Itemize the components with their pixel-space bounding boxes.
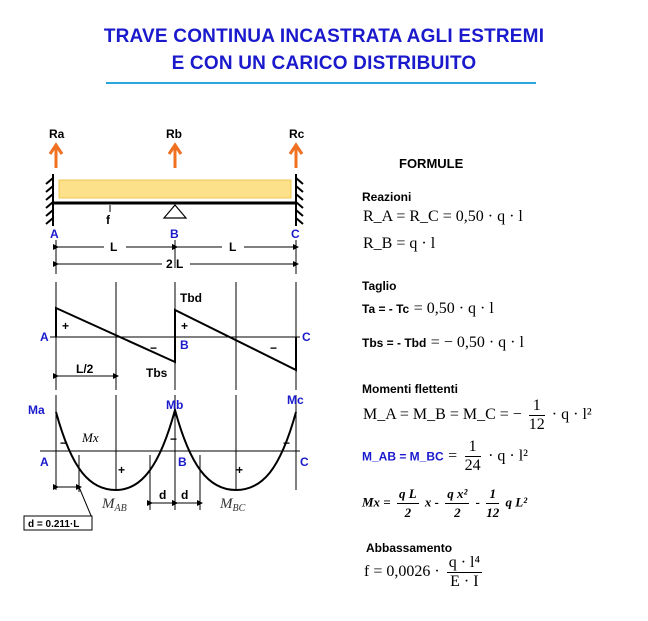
shear-minus-1: −	[150, 341, 158, 355]
formula-mx: Mx = $\frac{\text{q L}}{2}$ x - $\frac{\text{q x²}}{2}$ - $\frac{1}{12}$ q L²	[362, 486, 528, 520]
moment-mc: Mc	[287, 393, 304, 407]
formula-ma: M_A = M_B = M_C = − $\frac{1}{12}$ · q · l²	[363, 397, 592, 433]
moment-minus-2: −	[170, 432, 178, 446]
moment-plus-1: +	[118, 463, 126, 477]
fixed-support-right	[296, 174, 303, 226]
formulas-heading: FORMULE	[399, 156, 464, 171]
reaction-label-b: Rb	[166, 127, 182, 141]
formula-deflection: f = 0,0026 · $\frac{\text{q · l⁴}}{E \cdot I}$	[364, 554, 481, 590]
shear-heading: Taglio	[362, 279, 397, 293]
shear-tbd-label: Tbd	[180, 291, 202, 305]
shear-point-c: C	[302, 330, 311, 344]
beam-scheme	[46, 127, 305, 274]
formula-tbs: Tbs = - Tbd = − 0,50 · q · l	[362, 334, 524, 351]
reactions-heading: Reazioni	[362, 190, 412, 204]
shear-diagram	[40, 282, 311, 390]
shear-plus-2: +	[181, 319, 189, 333]
span-label-1: L	[110, 240, 118, 254]
moment-point-a: A	[40, 455, 49, 469]
formula-mab: M_AB = M_BC = $\frac{1}{24}$ · q · l²	[362, 438, 528, 474]
title-line-2: E CON UN CARICO DISTRIBUITO	[171, 53, 477, 74]
reaction-label-c: Rc	[289, 127, 305, 141]
moment-ma: Ma	[28, 403, 45, 417]
distributed-load	[59, 180, 291, 198]
reaction-arrow-b	[169, 145, 181, 168]
reaction-label-a: Ra	[49, 127, 65, 141]
middle-support	[164, 205, 186, 218]
moment-mx: Mx	[82, 430, 99, 445]
deflection-label-f: f	[106, 213, 110, 227]
title-line-1: TRAVE CONTINUA INCASTRATA AGLI ESTREMI	[103, 26, 545, 47]
fixed-support-left	[46, 174, 53, 226]
shear-point-b: B	[180, 338, 189, 352]
reaction-arrow-a	[50, 145, 62, 168]
moment-d-2: d	[181, 488, 189, 502]
formula-ta: Ta = - Tc = 0,50 · q · l	[362, 300, 494, 317]
shear-line	[56, 308, 296, 370]
moment-d-1: d	[159, 488, 167, 502]
shear-tbs-label: Tbs	[146, 366, 168, 380]
shear-half-span: L/2	[76, 362, 94, 376]
shear-point-a: A	[40, 330, 49, 344]
span-label-2: L	[229, 240, 237, 254]
moment-curve	[56, 410, 296, 490]
point-c-beam: C	[291, 227, 300, 241]
shear-plus-1: +	[62, 319, 70, 333]
d-definition: d = 0.211·L	[28, 519, 80, 530]
moment-mb: Mb	[166, 398, 184, 412]
moment-minus-1: −	[60, 436, 68, 450]
span-label-total: 2 L	[166, 257, 184, 271]
moment-minus-3: −	[283, 436, 291, 450]
moment-point-b: B	[178, 455, 187, 469]
point-b-beam: B	[170, 227, 179, 241]
moment-point-c: C	[300, 455, 309, 469]
formula-rb: R_B = q · l	[363, 235, 436, 252]
shear-minus-2: −	[270, 341, 278, 355]
point-a-beam: A	[50, 227, 59, 241]
moments-heading: Momenti flettenti	[362, 382, 458, 396]
moment-mbc-label: $M_{BC}$	[220, 496, 246, 514]
moment-mab-label: $M_{AB}$	[102, 496, 127, 514]
moment-diagram	[24, 393, 309, 530]
moment-plus-2: +	[236, 463, 244, 477]
formula-ra-rc: R_A = R_C = 0,50 · q · l	[363, 208, 523, 225]
reaction-arrow-c	[290, 145, 302, 168]
deflection-heading: Abbassamento	[366, 541, 453, 555]
